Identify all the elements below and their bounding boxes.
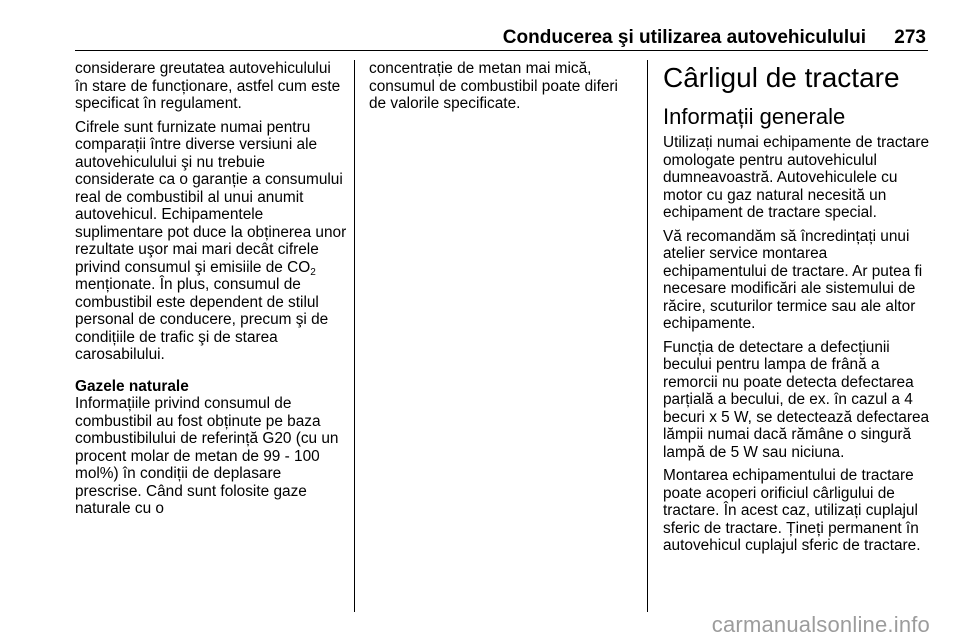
section-subtitle: Informații generale: [663, 104, 846, 129]
paragraph: Vă recomandăm să încredințați unui atelier service montarea echipamentului de tractare. Ar putea fi necesare modificări ale sistemului de răcire, scuturilor termice sau ale altor echipamente.: [663, 227, 923, 332]
header-rule: [75, 50, 928, 51]
section-title: Cârligul de tractare: [663, 62, 900, 93]
column-left: [75, 60, 347, 524]
paragraph: Utilizați numai echipamente de tractare omologate pentru autovehiculul dumneavoastră. Autovehiculele cu motor cu gaz natural necesită un echipament de tractare special.: [663, 134, 930, 221]
paragraph-text: menționate. În plus, consumul de combustibil este dependent de stilul personal de conducere, precum şi de condițiile de trafic şi de starea carosabilului.: [75, 276, 329, 363]
page-header: [75, 27, 928, 49]
column-divider: [354, 60, 355, 612]
paragraph: Informațiile privind consumul de combustibil au fost obținute pe baza combustibilului de referință G20 (cu un procent molar de metan de 99 - 100 mol%) în condiții de deplasare prescrise. Când sunt folosite gaze naturale cu o: [75, 395, 339, 517]
subscript: 2: [310, 266, 316, 278]
column-middle: [369, 60, 637, 119]
paragraph: Funcția de detectare a defecțiunii becului pentru lampa de frână a remorcii nu poate detecta defectarea parțială a becului, de ex. în cazul a 4 becuri x 5 W, se detectează defectarea lămpii numai dacă rămâne o singură lampă de 5 W sau niciuna.: [663, 338, 930, 461]
paragraph: [75, 119, 347, 364]
chapter-title: Conducerea şi utilizarea autovehiculului: [502, 27, 866, 48]
paragraph: concentrație de metan mai mică, consumul de combustibil poate diferi de valorile specificate.: [369, 60, 618, 112]
column-right: [663, 60, 931, 561]
column-divider: [647, 60, 648, 612]
paragraph: considerare greutatea autovehiculului în stare de funcționare, astfel cum este specificat în regulament.: [75, 60, 341, 112]
page-number: 273: [894, 27, 926, 48]
section-subheading: Gazele naturale: [75, 377, 189, 395]
watermark: carmanualsonline.info: [711, 612, 930, 637]
paragraph-text: Cifrele sunt furnizate numai pentru comparații între diverse versiuni ale autovehiculului şi nu trebuie considerate ca o garanție a consumului real de combustibil al unui anumit autovehicul. Echipamentele suplimentare pot duce la obținerea unor rezultate uşor mai mari decât cifrele privind consumul şi emisiile de CO: [75, 118, 347, 276]
paragraph: Montarea echipamentului de tractare poate acoperi orificiul cârligului de tractare. În acest caz, utilizați cuplajul sferic de tractare. Țineți permanent în autovehicul cuplajul sferic de tractare.: [663, 467, 921, 554]
